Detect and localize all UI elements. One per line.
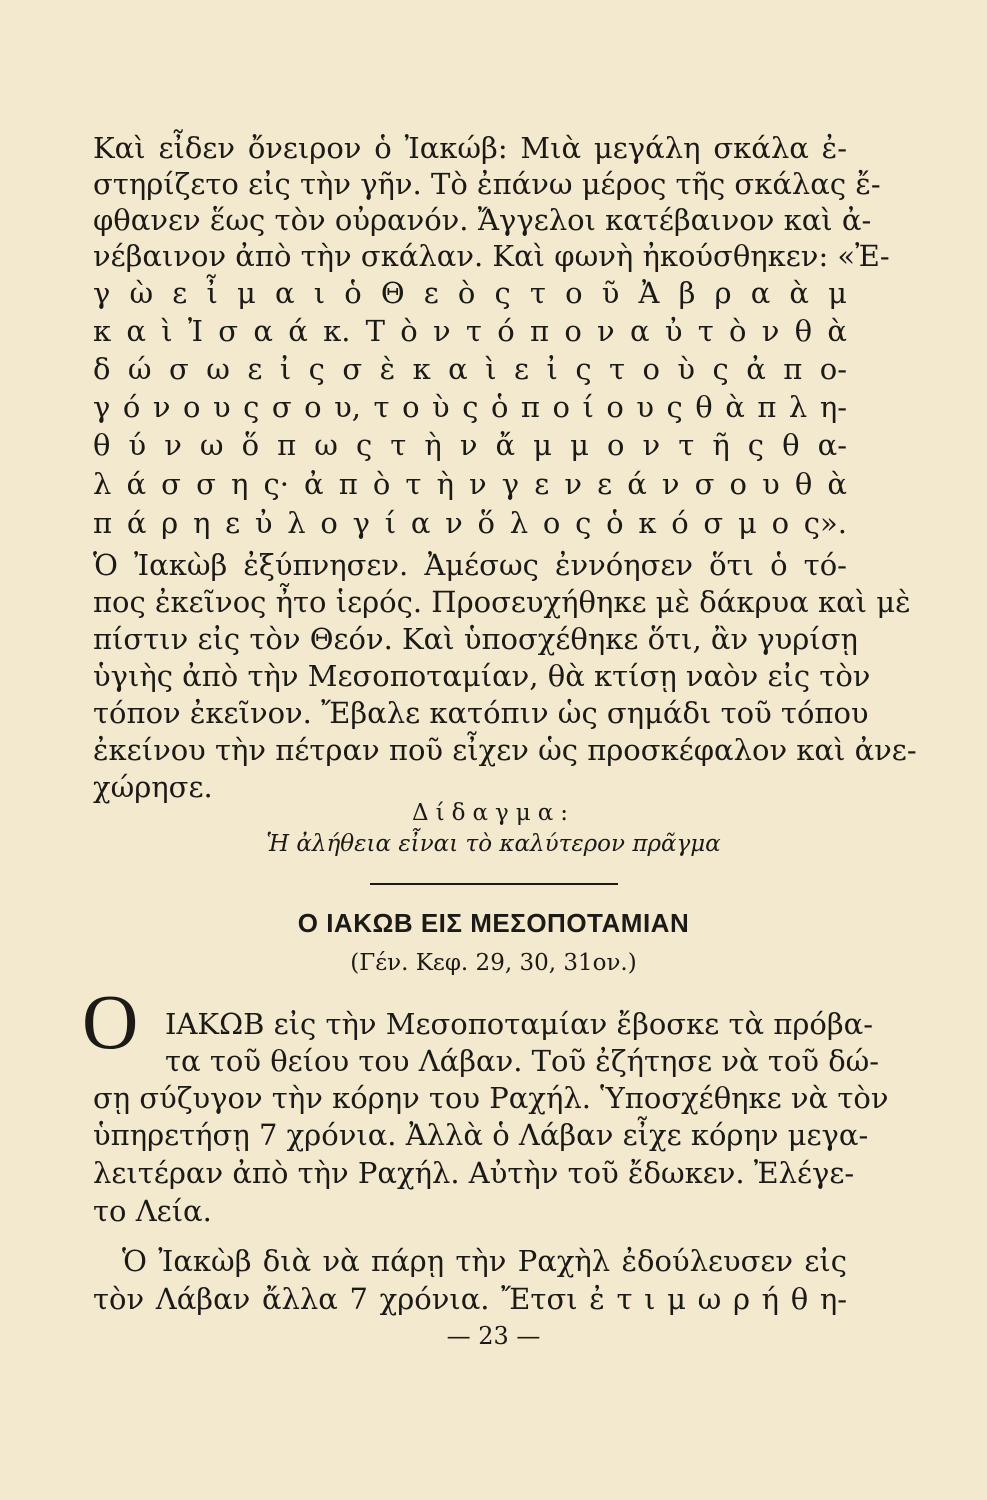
moral-title: Δίδαγμα:: [412, 800, 575, 826]
text-line: λειτέραν ἀπὸ τὴν Ραχήλ. Αὐτὴν τοῦ ἔδωκεν. Ἐλέγε-: [93, 1156, 855, 1190]
section-heading: Ο ΙΑΚΩΒ ΕΙΣ ΜΕΣΟΠΟΤΑΜΙΑΝ: [297, 908, 690, 938]
text-line: τα τοῦ θείου του Λάβαν. Τοῦ ἐζήτησε νὰ τοῦ δώ-: [165, 1044, 880, 1078]
text-line: θ ύ ν ω ὅ π ω ς τ ὴ ν ἄ μ μ ο ν τ ῆ ς θ α-: [93, 428, 847, 462]
text-line: πος ἐκεῖνος ἦτο ἱερός. Προσευχήθηκε μὲ δάκρυα καὶ μὲ: [93, 585, 911, 619]
text-line: π ά ρ η ε ὐ λ ο γ ί α ν ὅ λ ο ς ὁ κ ό σ μ ο ς».: [93, 506, 847, 540]
text-line: στηρίζετο εἰς τὴν γῆν. Τὸ ἐπάνω μέρος τῆς σκάλας ἔ-: [93, 167, 881, 201]
text-line: φθανεν ἕως τὸν οὐρανόν. Ἄγγελοι κατέβαινον καὶ ἀ-: [93, 203, 872, 237]
drop-cap: Ο: [82, 978, 139, 1065]
page-number: — 23 —: [446, 1322, 541, 1350]
text-line: ἐκείνου τὴν πέτραν ποῦ εἶχεν ὡς προσκέφαλον καὶ ἀνε-: [93, 733, 917, 767]
text-line: Ὁ Ἰακὼβ διὰ νὰ πάρῃ τὴν Ραχὴλ ἐδούλευσεν εἰς: [122, 1244, 847, 1278]
text-line: γ ὼ ε ἶ μ α ι ὁ Θ ε ὸ ς τ ο ῦ Ἀ β ρ α ὰ μ: [93, 276, 847, 310]
text-line: τὸν Λάβαν ἄλλα 7 χρόνια. Ἔτσι ἐ τ ι μ ω ρ ή θ η-: [93, 1282, 847, 1316]
text-line: δ ώ σ ω ε ἰ ς σ ὲ κ α ὶ ε ἰ ς τ ο ὺ ς ἀ π ο-: [93, 352, 847, 386]
text-line: το Λεία.: [93, 1194, 212, 1228]
text-line: Ὁ Ἰακὼβ ἐξύπνησεν. Ἀμέσως ἐννόησεν ὅτι ὁ τό-: [93, 548, 847, 582]
text-line: ὑγιὴς ἀπὸ τὴν Μεσοποταμίαν, θὰ κτίσῃ ναὸν εἰς τὸν: [93, 659, 871, 693]
text-line: ὑπηρετήσῃ 7 χρόνια. Ἀλλὰ ὁ Λάβαν εἶχε κόρην μεγα-: [93, 1118, 869, 1152]
text-line: κ α ὶ Ἰ σ α ά κ. Τ ὸ ν τ ό π ο ν α ὐ τ ὸ ν θ ὰ: [93, 314, 847, 348]
text-line: σῃ σύζυγον τὴν κόρην του Ραχήλ. Ὑποσχέθηκε νὰ τὸν: [93, 1081, 889, 1115]
text-line: λ ά σ σ η ς· ἀ π ὸ τ ὴ ν γ ε ν ε ά ν σ ο υ θ ὰ: [93, 467, 847, 501]
section-divider: [370, 883, 618, 885]
text-line: ΙΑΚΩΒ εἰς τὴν Μεσοποταμίαν ἔβοσκε τὰ πρόβα-: [165, 1007, 874, 1041]
text-line: χώρησε.: [93, 770, 213, 804]
text-line: Καὶ εἶδεν ὄνειρον ὁ Ἰακώβ: Μιὰ μεγάλη σκάλα ἐ-: [93, 131, 847, 165]
scripture-reference: (Γέν. Κεφ. 29, 30, 31ον.): [350, 950, 637, 976]
text-line: νέβαινον ἀπὸ τὴν σκάλαν. Καὶ φωνὴ ἠκούσθηκεν: «Ἐ-: [93, 239, 890, 273]
moral-text: Ἡ ἀλήθεια εἶναι τὸ καλύτερον πρᾶγμα: [266, 831, 721, 857]
text-line: γ ό ν ο υ ς σ ο υ, τ ο ὺ ς ὁ π ο ί ο υ ς θ ὰ π λ η-: [93, 390, 847, 424]
text-line: τόπον ἐκεῖνον. Ἔβαλε κατόπιν ὡς σημάδι τοῦ τόπου: [93, 696, 869, 730]
text-line: πίστιν εἰς τὸν Θεόν. Καὶ ὑποσχέθηκε ὅτι, ἂν γυρίσῃ: [93, 622, 858, 656]
